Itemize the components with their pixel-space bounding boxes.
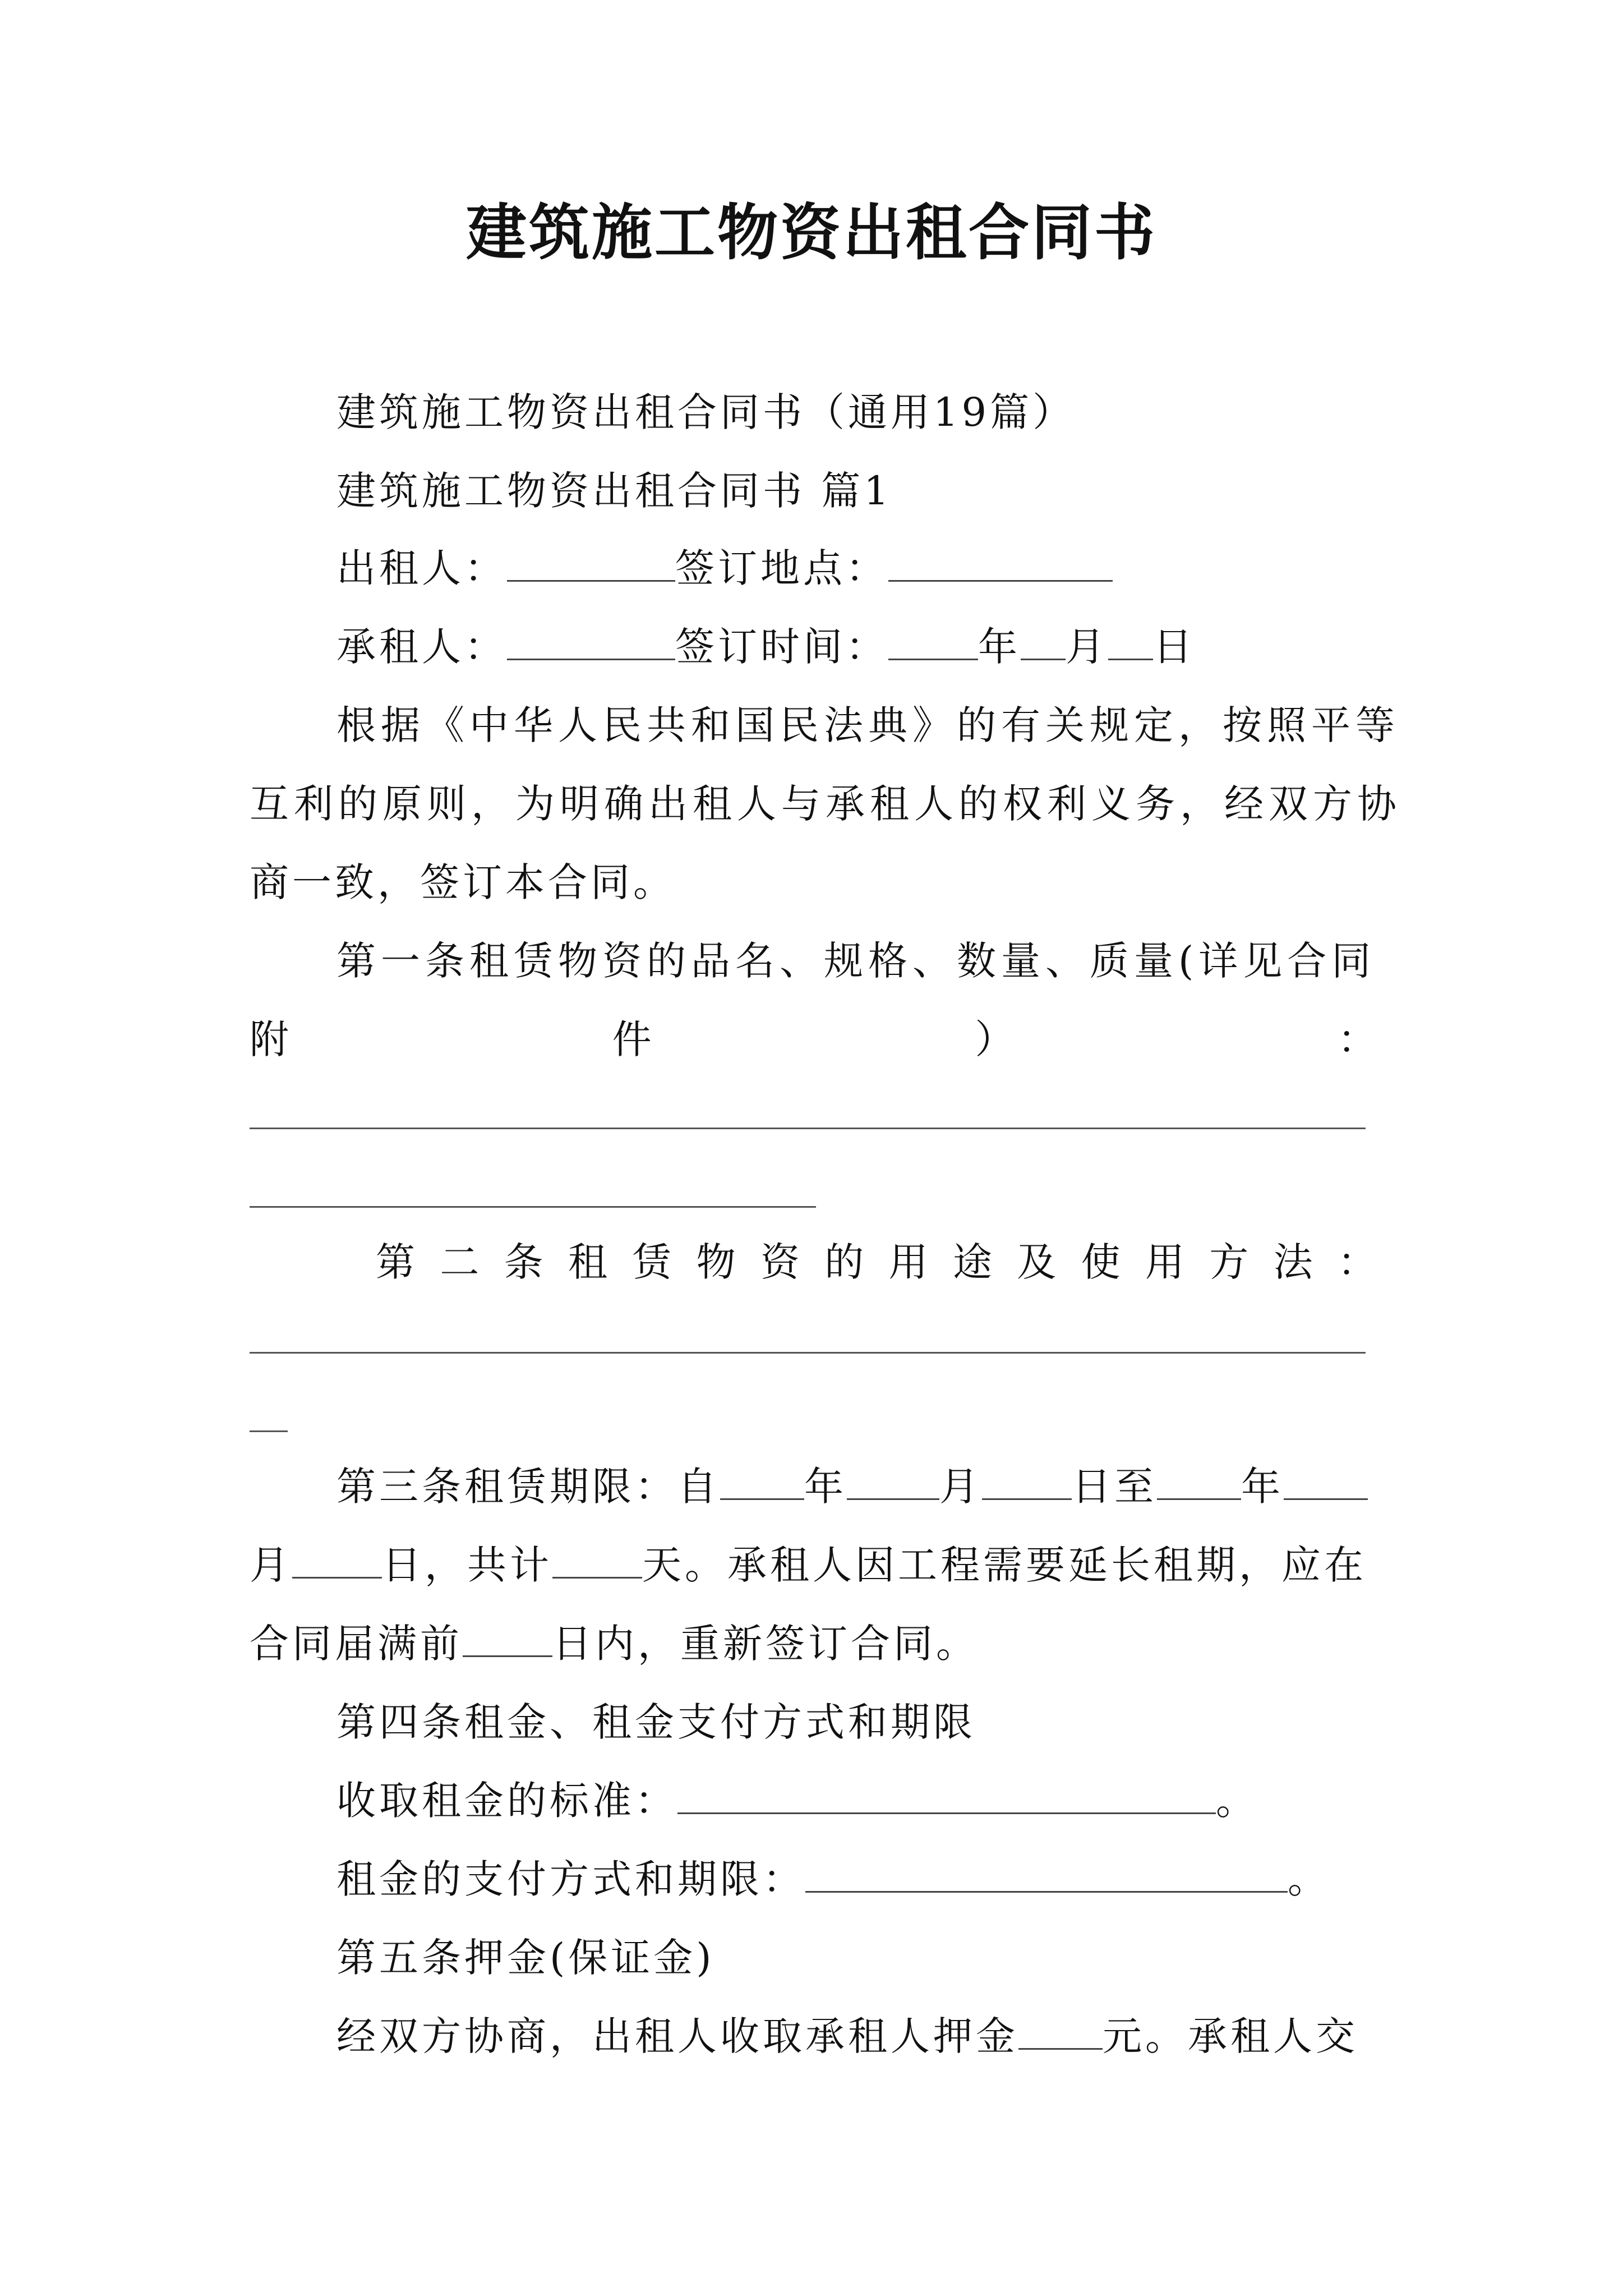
article-2-char: 二 [440, 1239, 479, 1285]
article-3-line-3 [250, 1618, 979, 1669]
article-2-char: 条 [504, 1239, 543, 1285]
rent-standard-blank [677, 1778, 1216, 1814]
month-label: 月 [1066, 624, 1108, 670]
rent-payment-line [336, 1854, 1330, 1904]
article-4-heading: 第四条租金、租金支付方式和期限 [336, 1699, 976, 1745]
article-2-char: 及 [1017, 1239, 1057, 1285]
article-5-heading: 第五条押金(保证金) [336, 1935, 715, 1981]
end-day-blank [292, 1542, 382, 1579]
article-2-char: 租 [568, 1239, 607, 1285]
article-2-char: 方 [1209, 1239, 1249, 1285]
deposit-blank [1018, 2013, 1103, 2050]
article-2-char: 的 [824, 1239, 864, 1285]
article-3-text: 月 [250, 1542, 292, 1588]
day-label: 日 [1153, 624, 1196, 670]
lessee-label: 承租人： [336, 624, 507, 670]
article-3-text: 年 [1241, 1464, 1284, 1510]
article-1-line-2 [250, 1014, 1377, 1065]
lessor-label: 出租人： [336, 545, 507, 591]
start-year-blank [720, 1464, 804, 1500]
rent-payment-label: 租金的支付方式和期限： [336, 1856, 805, 1902]
rent-standard-line [336, 1775, 1258, 1826]
article-2-fill-line [250, 1352, 1366, 1354]
article-1-char: ） [975, 1016, 1015, 1062]
rent-standard-label: 收取租金的标准： [336, 1778, 677, 1824]
article-1-char: 件 [612, 1016, 652, 1062]
article-2-char: 赁 [632, 1239, 672, 1285]
article-3-text: 日，共计 [382, 1542, 552, 1588]
sign-place-blank [888, 545, 1113, 582]
lessor-line [336, 543, 1113, 593]
start-day-blank [982, 1464, 1072, 1500]
intro-line-1: 根据《中华人民共和国民法典》的有关规定，按照平等 [336, 702, 1400, 748]
article-2-char: 用 [1145, 1239, 1184, 1285]
article-2-char: 第 [376, 1239, 415, 1285]
start-month-blank [847, 1464, 939, 1500]
intro-line-2: 互利的原则，为明确出租人与承租人的权利义务，经双方协 [250, 781, 1401, 827]
article-3-text: 日内，重新签订合同。 [552, 1621, 979, 1667]
article-3-text: 年 [804, 1464, 847, 1510]
article-3-line-1 [336, 1461, 1368, 1512]
renewal-days-blank [463, 1621, 552, 1657]
article-2-char: 途 [952, 1239, 992, 1285]
sign-time-label: 签订时间： [675, 624, 888, 670]
article-2-char: 资 [760, 1239, 800, 1285]
end-year-blank [1157, 1464, 1241, 1500]
section-heading: 建筑施工物资出租合同书 篇1 [336, 468, 892, 514]
article-1-char: ： [1337, 1016, 1377, 1062]
article-3-text: 第三条租赁期限：自 [336, 1464, 720, 1510]
article-3-line-2 [250, 1540, 1367, 1590]
end-month-blank [1284, 1464, 1368, 1500]
article-1-fill-line [250, 1128, 1366, 1129]
article-2-fill-line-2 [250, 1430, 288, 1432]
document-title: 建筑施工物资出租合同书 [465, 197, 1157, 268]
article-2-char: 物 [696, 1239, 736, 1285]
document-subtitle: 建筑施工物资出租合同书（通用19篇） [336, 389, 1076, 435]
article-1-line-1: 第一条租赁物资的品名、规格、数量、质量(详见合同 [336, 938, 1376, 984]
article-5-text: 元。承租人交 [1103, 2013, 1358, 2059]
article-5-line-1 [336, 2011, 1358, 2062]
article-1-char: 附 [250, 1016, 289, 1062]
period-mark: 。 [1288, 1856, 1330, 1902]
lessee-line [336, 622, 1196, 672]
rent-payment-blank [805, 1856, 1288, 1893]
lessor-blank [507, 545, 675, 582]
period-mark: 。 [1216, 1778, 1258, 1824]
sign-day-blank [1108, 624, 1153, 660]
sign-place-label: 签订地点： [675, 545, 888, 591]
article-3-text: 日至 [1072, 1464, 1157, 1510]
intro-line-3: 商一致，签订本合同。 [250, 859, 676, 905]
total-days-blank [552, 1542, 642, 1579]
article-2-line [376, 1237, 1377, 1287]
article-2-char: 法 [1273, 1239, 1313, 1285]
sign-month-blank [1021, 624, 1066, 660]
article-5-text: 经双方协商，出租人收取承租人押金 [336, 2013, 1018, 2059]
article-1-fill-line-2 [250, 1206, 816, 1208]
sign-year-blank [888, 624, 978, 660]
year-label: 年 [978, 624, 1021, 670]
article-2-char: 用 [888, 1239, 928, 1285]
article-3-text: 天。承租人因工程需要延长租期，应在 [642, 1542, 1367, 1588]
article-2-char: 使 [1081, 1239, 1121, 1285]
article-3-text: 合同届满前 [250, 1621, 463, 1667]
lessee-blank [507, 624, 675, 660]
article-2-char: ： [1337, 1239, 1377, 1285]
article-3-text: 月 [939, 1464, 982, 1510]
